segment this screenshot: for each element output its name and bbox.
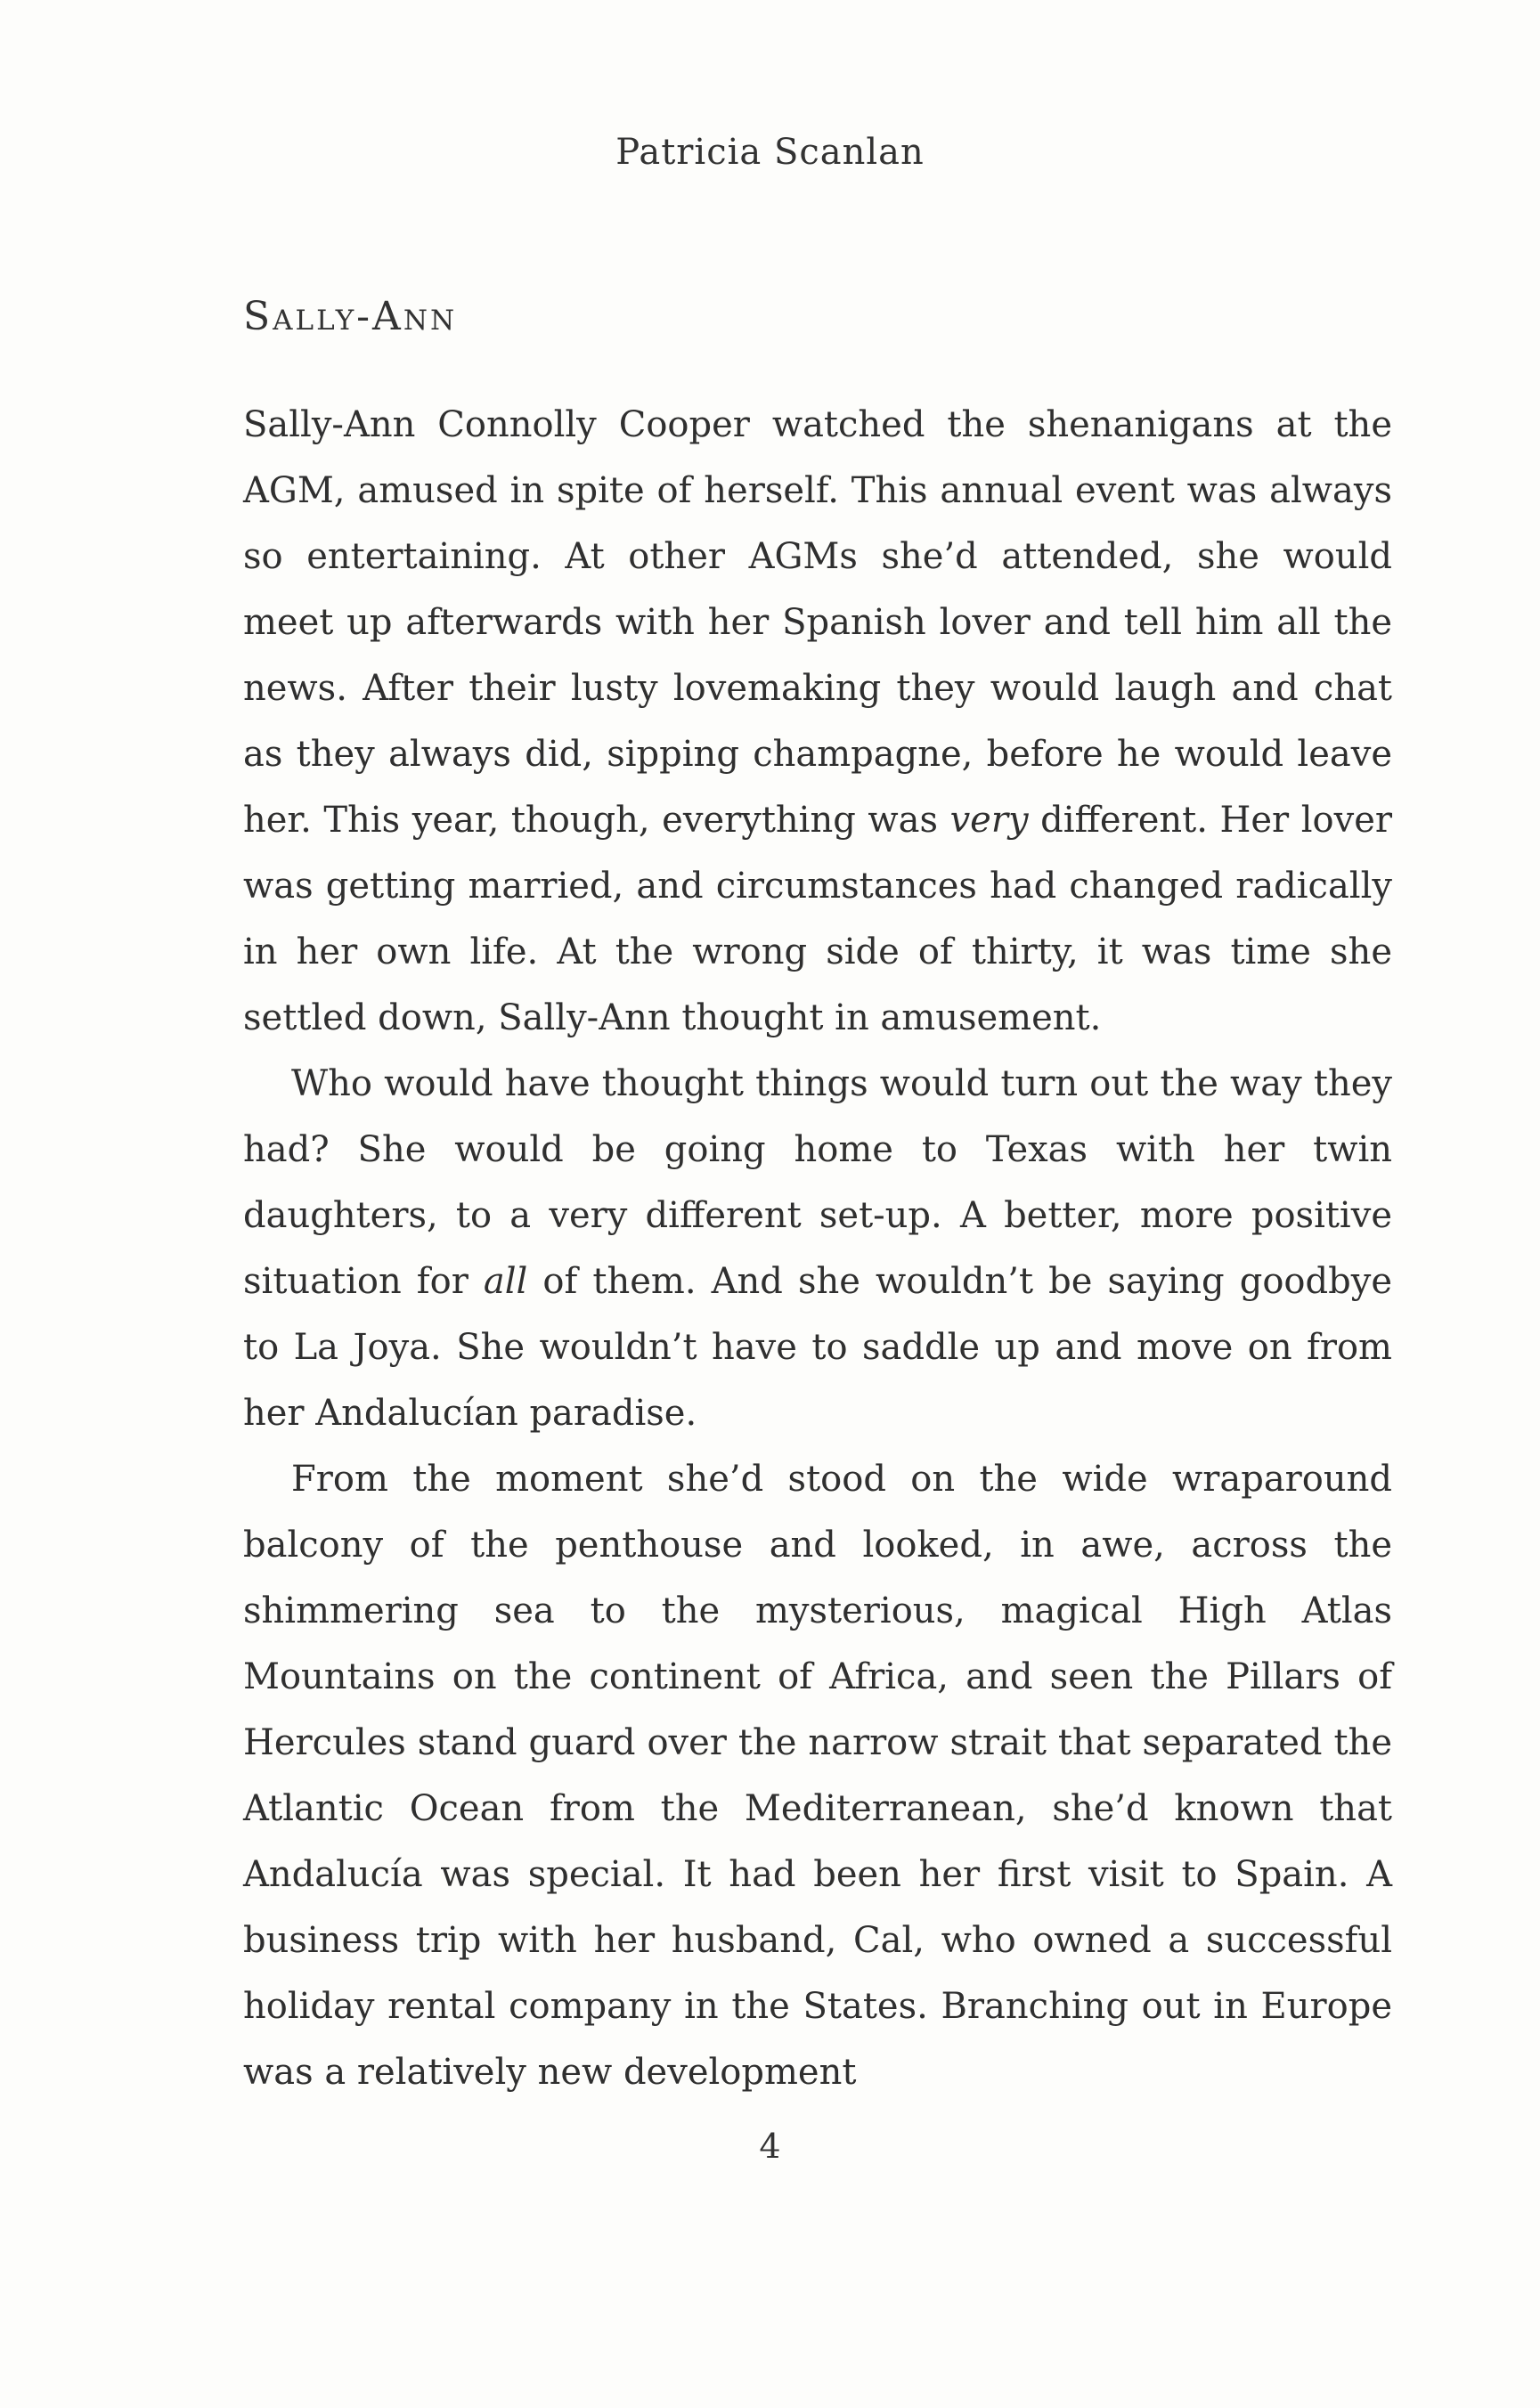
body-text: [243, 392, 1392, 2105]
paragraph-text: From the moment she’d stood on the wide wraparound balcony of the penthouse and looked, in awe, across the shimmering sea to the mysterious, magical High Atlas Mountains on the continent of Africa, and seen the Pillars of Hercules stand guard over the narrow strait that separated the Atlantic Ocean from the Mediterranean, she’d known that Andalucía was special. It had been her first visit to Spain. A business trip with her husband, Cal, who owned a successful holiday rental company in the States. Branching out in Europe was a relatively new development: [243, 1459, 1392, 2093]
paragraph: [243, 1051, 1392, 1446]
running-head-author: Patricia Scanlan: [615, 132, 925, 173]
emphasis-text: very: [949, 800, 1029, 841]
paragraph: [243, 392, 1392, 1051]
paragraph-text: Sally-Ann Connolly Cooper watched the shenanigans at the AGM, amused in spite of herself. This annual event was always so entertaining. At other AGMs she’d attended, she would meet up afterwards with her Spanish lover and tell him all the news. After their lusty lovemaking they would laugh and chat as they always did, sipping champagne, before he would leave her. This year, though, everything was: [243, 404, 1392, 841]
paragraph-text: different. Her lover was getting married, and circumstances had changed radically in her own life. At the wrong side of thirty, it was time she settled down, Sally-Ann thought in amusement.: [243, 800, 1393, 1038]
emphasis-text: all: [483, 1261, 528, 1302]
paragraph-text: Who would have thought things would turn out the way they had? She would be going home to Texas with her twin daughters, to a very different set-up. A better, more positive situation for: [243, 1063, 1392, 1302]
page-number: 4: [759, 2127, 781, 2166]
paragraph: [243, 1446, 1392, 2105]
chapter-title: Sally-Ann: [243, 294, 458, 339]
paragraph-text: of them. And she wouldn’t be saying goodbye to La Joya. She wouldn’t have to saddle up and move on from her Andalucían paradise.: [243, 1261, 1392, 1434]
